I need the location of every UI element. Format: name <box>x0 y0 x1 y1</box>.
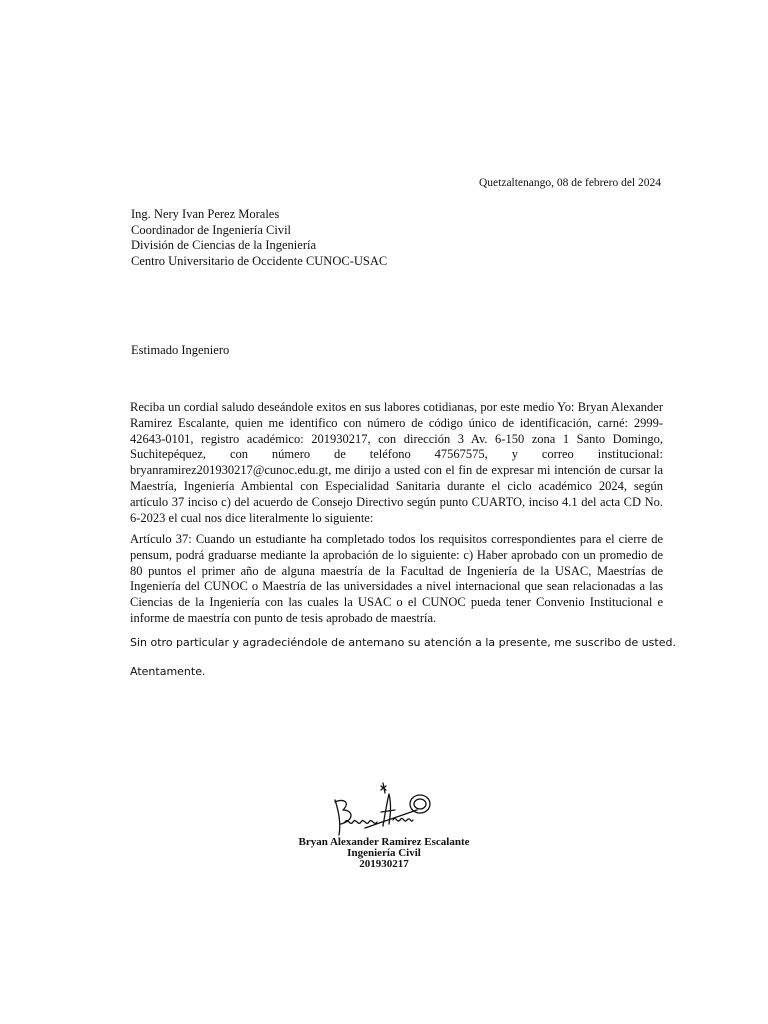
signer-block <box>284 837 484 870</box>
recipient-division: División de Ciencias de la Ingeniería <box>131 238 317 252</box>
handwritten-signature <box>325 780 435 840</box>
recipient-name: Ing. Nery Ivan Perez Morales <box>131 207 280 221</box>
closing-line: Sin otro particular y agradeciéndole de antemano su atención a la presente, me suscribo de usted. <box>130 636 676 649</box>
recipient-block <box>131 207 387 269</box>
letter-date: Quetzaltenango, 08 de febrero del 2024 <box>478 177 661 189</box>
recipient-institution: Centro Universitario de Occidente CUNOC-USAC <box>131 253 388 268</box>
signer-name: Bryan Alexander Ramirez Escalante <box>298 836 470 848</box>
signer-career: Ingeniería Civil <box>347 847 421 859</box>
signer-id: 201930217 <box>359 858 409 870</box>
recipient-title: Coordinador de Ingeniería Civil <box>131 222 292 237</box>
body-paragraph-2: Artículo 37: Cuando un estudiante ha completado todos los requisitos correspondientes para el cierre de pensum, podrá graduarse mediante la aprobación de lo siguiente: c) Haber aprobado con un promedio de 80 puntos el primer año de alguna maestría de la Facultad de Ingeniería de la USAC, Maestrías de Ingeniería del CUNOC o Maestría de las universidades a nivel internacional que sean relacionadas a las Ciencias de la Ingeniería con las cuales la USAC o el CUNOC pueda tener Convenio Institucional e informe de maestría con punto de tesis aprobado de maestría. <box>130 532 663 625</box>
body-paragraph-1: Reciba un cordial saludo deseándole exitos en sus labores cotidianas, por este medio Yo: Bryan Alexander Ramirez Escalante, quien me identifico con número de código único de identificación, carné: 2999-42643-0101, registro académico: 201930217, con dirección 3 Av. 6-150 zona 1 Santo Domingo, Suchitepéquez, con número de teléfono 47567575, y correo institucional: bryanramirez201930217@cunoc.edu.gt, me dirijo a usted con el fin de expresar mi intención de cursar la Maestría, Ingeniería Ambiental con Especialidad Sanitaria durante el ciclo académico 2024, según artículo 37 inciso c) del acuerdo de Consejo Directivo según punto CUARTO, inciso 4.1 del acta CD No. 6-2023 el cual nos dice literalmente lo siguiente: <box>130 400 663 525</box>
salutation: Estimado Ingeniero <box>131 343 230 357</box>
farewell: Atentamente. <box>130 665 206 678</box>
